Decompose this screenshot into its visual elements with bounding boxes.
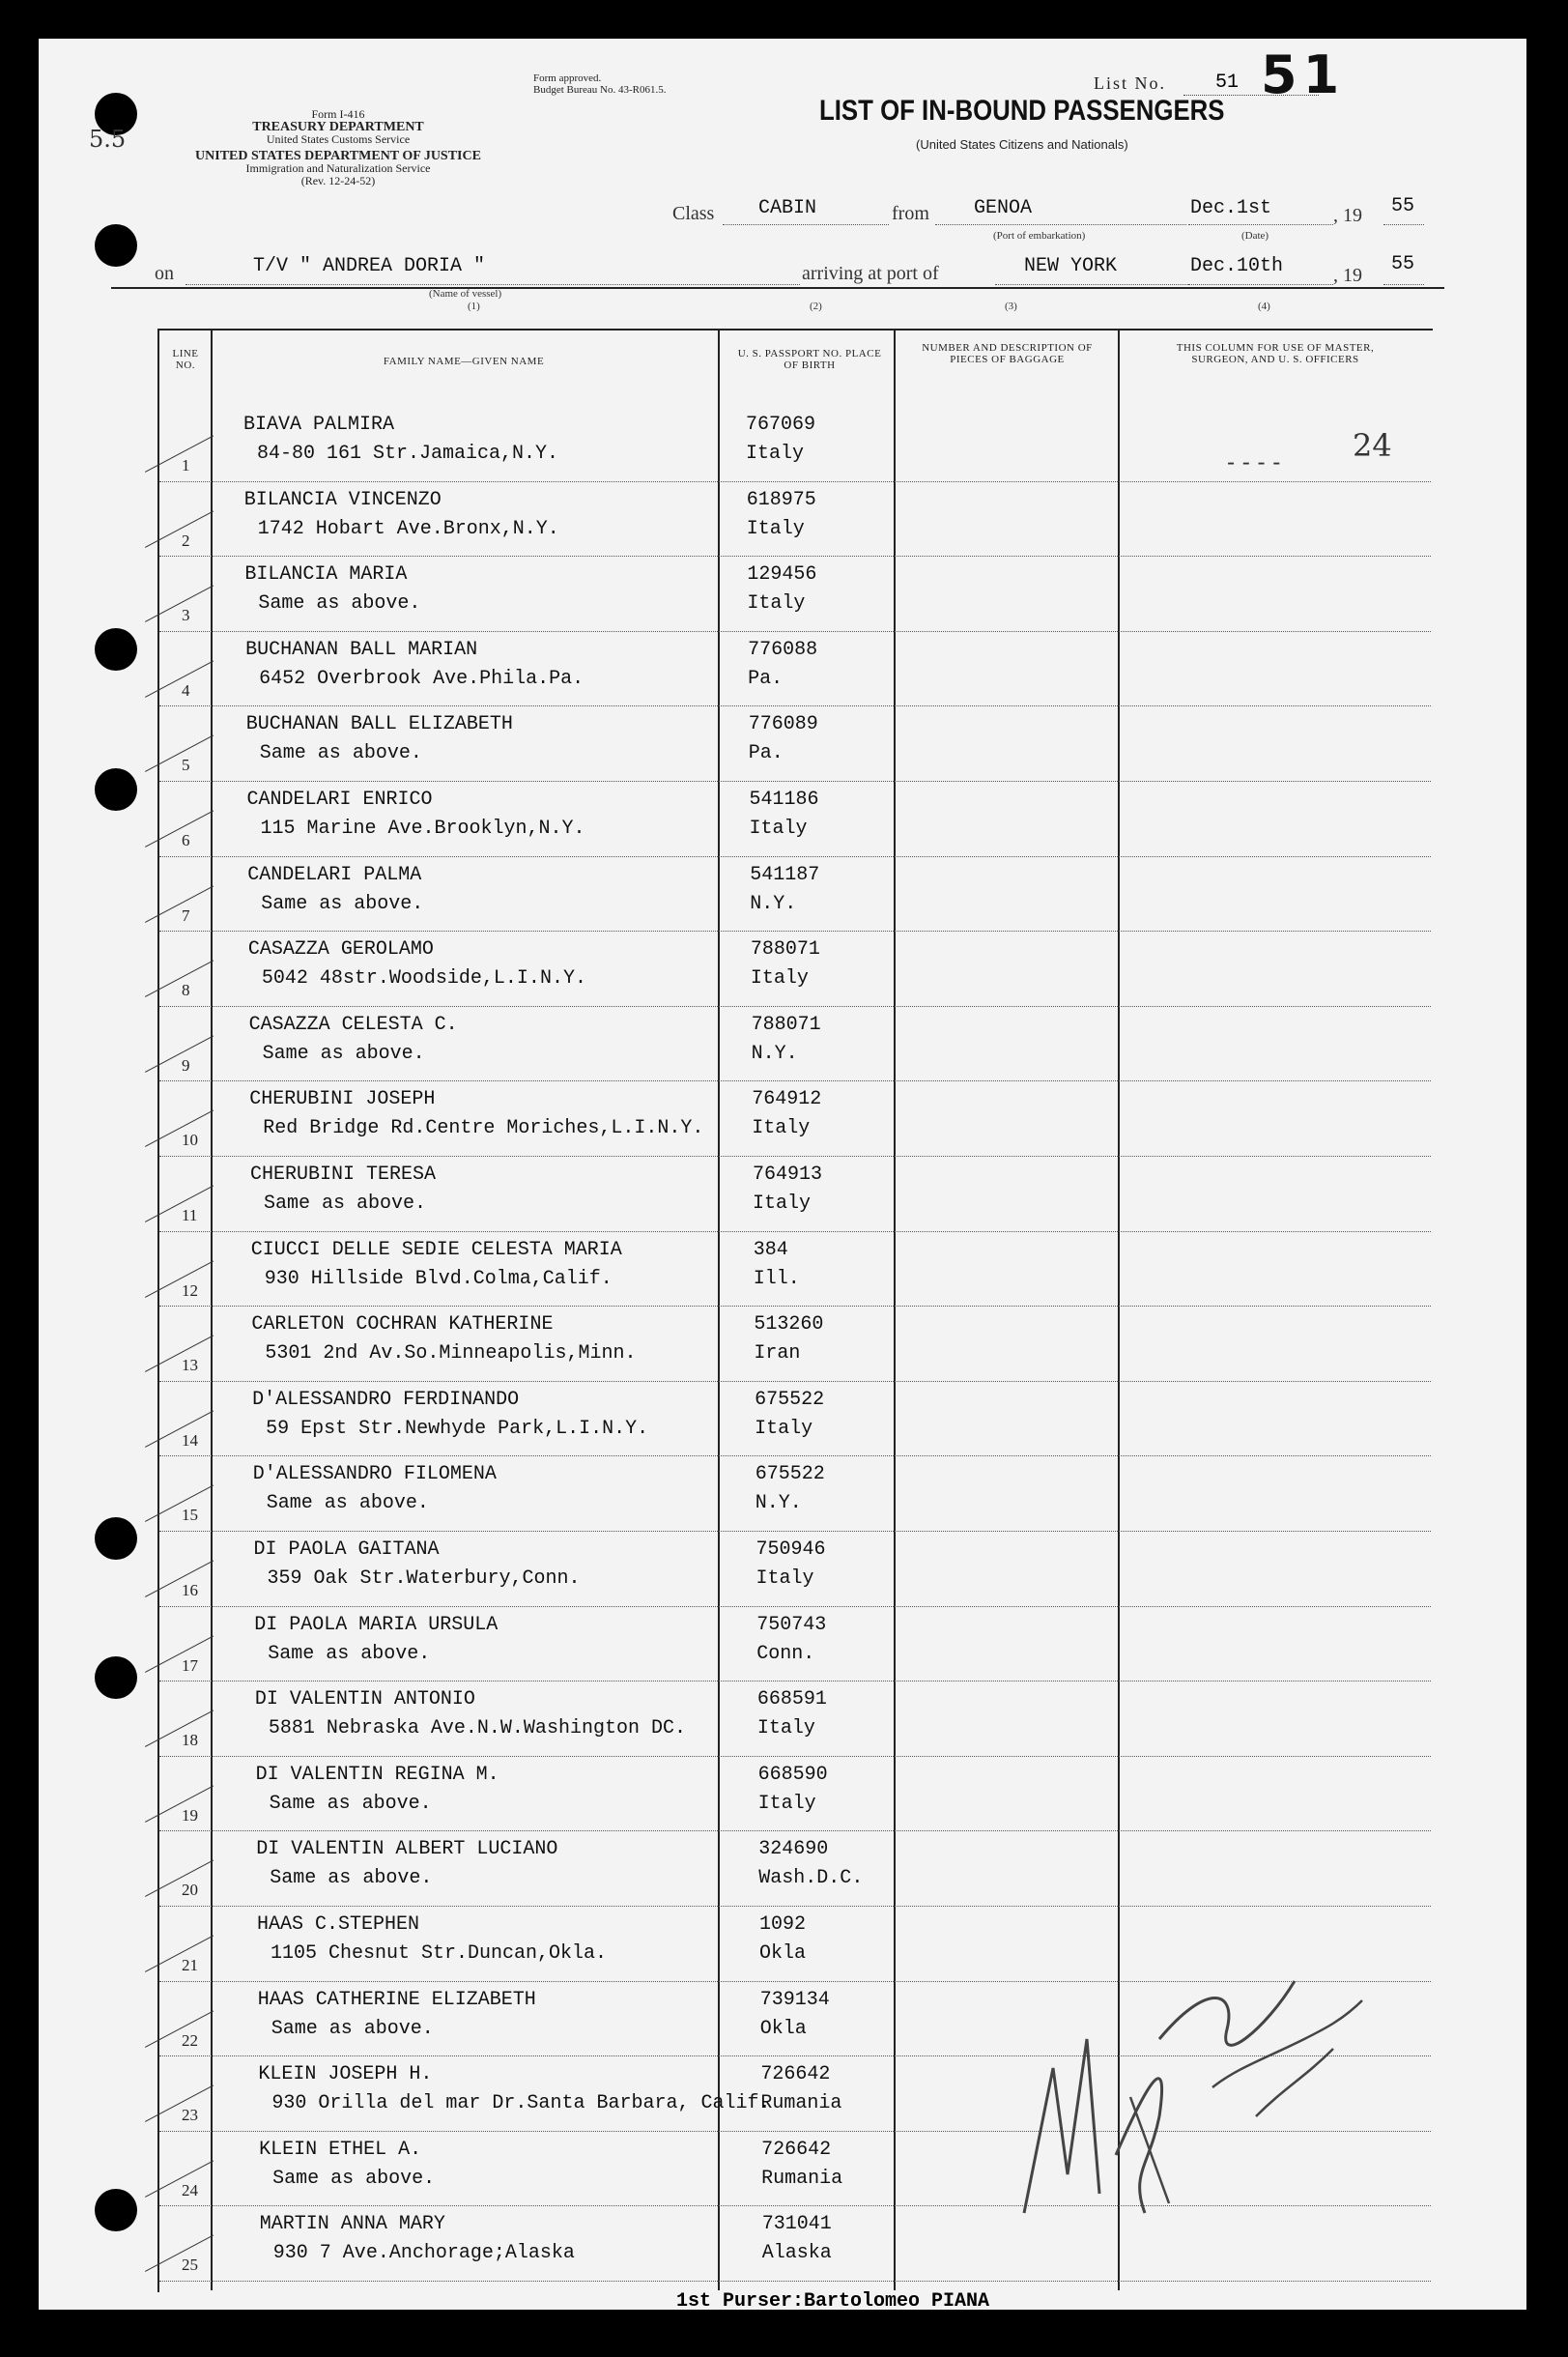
passport-number: 129456 [747, 563, 817, 587]
departure-year: 55 [1391, 195, 1415, 217]
col-header-name: FAMILY NAME—GIVEN NAME [383, 356, 545, 367]
passenger-name: CARLETON COCHRAN KATHERINE [251, 1313, 554, 1337]
place-of-birth: Italy [746, 443, 805, 465]
place-of-birth: Italy [746, 517, 805, 540]
col-header-passport: U. S. PASSPORT NO. PLACE OF BIRTH [737, 348, 882, 371]
page-title: LIST OF IN-BOUND PASSENGERS [819, 95, 1225, 127]
line-number: 13 [182, 1356, 198, 1375]
passport-number: 776088 [748, 638, 818, 661]
arrival-date: Dec.10th [1190, 255, 1284, 277]
form-justice: UNITED STATES DEPARTMENT OF JUSTICE [195, 149, 481, 163]
passport-number: 668591 [756, 1688, 827, 1711]
passenger-address: 5042 48str.Woodside,L.I.N.Y. [261, 967, 586, 991]
year1-prefix: , 19 [1333, 205, 1362, 226]
line-number: 8 [182, 981, 190, 1000]
place-of-birth: Okla [759, 2017, 807, 2040]
passport-number: 324690 [758, 1838, 829, 1861]
place-of-birth: N.Y. [755, 1492, 802, 1515]
place-of-birth: Italy [752, 1117, 811, 1140]
passenger-address: 6452 Overbrook Ave.Phila.Pa. [259, 667, 584, 690]
punch-hole [95, 224, 137, 267]
passport-number: 1092 [759, 1913, 807, 1936]
passenger-address: Same as above. [272, 2167, 436, 2190]
punch-hole [95, 1517, 137, 1560]
arrival-port-line [995, 284, 1188, 285]
passport-number: 764912 [752, 1088, 822, 1111]
line-number: 19 [182, 1805, 198, 1825]
passport-number: 739134 [759, 1988, 830, 2011]
line-number: 15 [182, 1506, 198, 1525]
place-of-birth: Rumania [761, 2167, 843, 2190]
passenger-address: Same as above. [270, 1867, 433, 1890]
col-header-baggage: NUMBER AND DESCRIPTION OF PIECES OF BAGGAGE [922, 342, 1093, 365]
line-number: 24 [182, 2180, 198, 2199]
line-number: 22 [182, 2030, 198, 2050]
line-number: 2 [182, 531, 190, 550]
from-label: from [892, 203, 929, 224]
col-num-2: (2) [810, 301, 822, 312]
passenger-name: CANDELARI PALMA [247, 863, 422, 886]
purser-signature-line: 1st Purser:Bartolomeo PIANA [676, 2290, 990, 2313]
passenger-address: Same as above. [268, 1642, 431, 1665]
place-of-birth: Ill. [753, 1267, 800, 1290]
line-number: 17 [182, 1655, 198, 1675]
port-embark-note: (Port of embarkation) [993, 230, 1086, 242]
place-of-birth: Wash.D.C. [758, 1867, 864, 1890]
passenger-name: DI VALENTIN ANTONIO [254, 1688, 475, 1711]
punch-hole [95, 768, 137, 811]
passenger-address: 930 Orilla del mar Dr.Santa Barbara, Calif. [271, 2092, 771, 2115]
officer-dash-mark: - - - - [1227, 448, 1281, 475]
passport-number: 750743 [756, 1613, 827, 1636]
passport-number: 764913 [753, 1164, 823, 1186]
line-number: 10 [182, 1131, 198, 1150]
passenger-name: BUCHANAN BALL ELIZABETH [245, 713, 513, 736]
col-header-officers: THIS COLUMN FOR USE OF MASTER, SURGEON, AND U. S. OFFICERS [1176, 342, 1375, 365]
passenger-address: 930 Hillside Blvd.Colma,Calif. [264, 1267, 613, 1290]
passport-number: 675522 [755, 1463, 825, 1486]
place-of-birth: Conn. [756, 1642, 815, 1665]
line-number: 7 [182, 905, 190, 925]
place-of-birth: N.Y. [751, 1042, 798, 1065]
passenger-address: 84-80 161 Str.Jamaica,N.Y. [257, 443, 559, 465]
place-of-birth: Rumania [760, 2092, 842, 2115]
place-of-birth: Italy [755, 1567, 814, 1590]
page-subtitle: (United States Citizens and Nationals) [916, 137, 1128, 152]
departure-date: Dec.1st [1190, 197, 1272, 219]
passport-number: 776089 [748, 713, 818, 736]
passenger-name: D'ALESSANDRO FERDINANDO [252, 1388, 520, 1411]
place-of-birth: Pa. [748, 667, 784, 690]
passenger-address: Same as above. [271, 2017, 434, 2040]
line-number: 16 [182, 1581, 198, 1599]
passport-number: 726642 [760, 2063, 831, 2086]
passenger-address: Same as above. [266, 1492, 429, 1515]
year2-prefix: , 19 [1333, 265, 1362, 286]
list-no-stamp: 51 [1261, 44, 1346, 105]
passenger-address: 1105 Chesnut Str.Duncan,Okla. [271, 1942, 608, 1965]
class-line [723, 224, 889, 225]
place-of-birth: Italy [755, 1417, 813, 1440]
date1-line [1188, 224, 1333, 225]
passenger-address: 59 Epst Str.Newhyde Park,L.I.N.Y. [266, 1417, 649, 1440]
line-number: 20 [182, 1881, 198, 1900]
officer-signature [1014, 1923, 1382, 2223]
passport-number: 767069 [746, 414, 816, 436]
passenger-name: MARTIN ANNA MARY [259, 2213, 445, 2236]
arrival-port: NEW YORK [1024, 255, 1118, 277]
form-header [155, 108, 522, 187]
passenger-address: Same as above. [259, 742, 422, 765]
passenger-name: DI VALENTIN ALBERT LUCIANO [256, 1838, 558, 1861]
passenger-name: CHERUBINI TERESA [250, 1164, 437, 1186]
place-of-birth: Italy [747, 592, 806, 616]
col-num-3: (3) [1005, 301, 1017, 312]
passenger-name: HAAS CATHERINE ELIZABETH [257, 1988, 536, 2011]
line-number: 6 [182, 831, 190, 849]
passport-number: 668590 [757, 1763, 828, 1786]
budget-bureau: Budget Bureau No. 43-R061.5. [533, 84, 667, 96]
passport-number: 513260 [754, 1313, 824, 1337]
line-number: 9 [182, 1055, 190, 1075]
passenger-name: DI VALENTIN REGINA M. [255, 1763, 499, 1786]
passenger-name: CIUCCI DELLE SEDIE CELESTA MARIA [250, 1238, 622, 1261]
line-number: 18 [182, 1731, 198, 1750]
year1-line [1383, 224, 1424, 225]
passport-number: 788071 [751, 1013, 821, 1036]
line-number: 4 [182, 680, 190, 700]
passenger-name: BILANCIA VINCENZO [243, 488, 442, 511]
list-no-value: 51 [1215, 72, 1240, 94]
passport-number: 675522 [755, 1388, 825, 1411]
form-approved: Form approved. [533, 72, 602, 84]
place-of-birth: Italy [749, 818, 808, 840]
line-number: 14 [182, 1430, 198, 1450]
place-of-birth: N.Y. [750, 892, 797, 915]
line-number: 11 [182, 1206, 198, 1224]
passenger-address: 5301 2nd Av.So.Minneapolis,Minn. [265, 1342, 637, 1365]
place-of-birth: Italy [757, 1792, 816, 1815]
place-of-birth: Okla [759, 1942, 807, 1965]
place-of-birth: Pa. [748, 742, 784, 765]
class-value: CABIN [758, 197, 817, 219]
passenger-address: Same as above. [261, 892, 424, 915]
corner-pencil-mark: 5.5 [89, 126, 127, 153]
place-of-birth: Italy [753, 1193, 812, 1215]
from-line [935, 224, 1186, 225]
passport-number: 731041 [761, 2213, 832, 2236]
form-immigration: Immigration and Naturalization Service [245, 161, 431, 175]
passport-number: 750946 [755, 1538, 826, 1561]
passenger-address: 1742 Hobart Ave.Bronx,N.Y. [257, 517, 559, 540]
year2-line [1383, 284, 1424, 285]
passenger-name: BIAVA PALMIRA [243, 414, 395, 436]
punch-hole [95, 2189, 137, 2231]
passenger-address: 930 7 Ave.Anchorage;Alaska [272, 2242, 575, 2265]
passenger-address: Same as above. [269, 1792, 432, 1815]
form-number: Form I-416 [311, 107, 365, 121]
passport-number: 384 [753, 1238, 788, 1261]
passenger-name: BUCHANAN BALL MARIAN [245, 638, 478, 661]
form-service: United States Customs Service [266, 132, 411, 146]
line-number: 5 [182, 756, 190, 775]
class-label: Class [672, 203, 715, 224]
passenger-address: 359 Oak Str.Waterbury,Conn. [267, 1567, 581, 1590]
passenger-name: CANDELARI ENRICO [246, 789, 433, 811]
form-department: TREASURY DEPARTMENT [252, 120, 424, 134]
officer-note: 24 [1353, 427, 1392, 464]
col-header-line: LINE NO. [172, 348, 199, 371]
passenger-address: 5881 Nebraska Ave.N.W.Washington DC. [268, 1717, 686, 1740]
place-of-birth: Italy [756, 1717, 815, 1740]
line-number: 12 [182, 1280, 198, 1300]
col-num-4: (4) [1258, 301, 1270, 312]
arriving-label: arriving at port of [802, 263, 939, 284]
passport-number: 541187 [750, 863, 820, 886]
passenger-name: DI PAOLA GAITANA [253, 1538, 440, 1561]
punch-hole [95, 628, 137, 671]
vessel-col-num: (1) [468, 301, 480, 312]
line-number: 21 [182, 1956, 198, 1974]
passport-number: 618975 [746, 488, 816, 511]
passenger-name: HAAS C.STEPHEN [257, 1913, 420, 1936]
line-number: 1 [182, 456, 190, 474]
vessel-name: T/V " ANDREA DORIA " [253, 255, 486, 277]
passenger-address: Same as above. [258, 592, 421, 616]
form-approval [533, 72, 666, 96]
line-number: 23 [182, 2106, 198, 2125]
passenger-name: CASAZZA CELESTA C. [248, 1013, 458, 1036]
vessel-line [185, 284, 800, 285]
passenger-name: KLEIN ETHEL A. [259, 2138, 422, 2161]
header-rule [111, 287, 1444, 289]
passport-number: 788071 [750, 938, 820, 962]
line-number: 3 [182, 606, 190, 625]
passenger-name: CHERUBINI JOSEPH [249, 1088, 436, 1111]
on-label: on [155, 263, 174, 284]
passenger-name: KLEIN JOSEPH H. [258, 2063, 433, 2086]
vessel-note: (Name of vessel) [429, 288, 502, 300]
place-of-birth: Italy [750, 967, 809, 991]
form-revision: (Rev. 12-24-52) [300, 174, 376, 187]
passenger-name: BILANCIA MARIA [244, 563, 408, 587]
passenger-name: DI PAOLA MARIA URSULA [254, 1613, 499, 1636]
list-no-label: List No. [1094, 73, 1167, 93]
passenger-name: CASAZZA GEROLAMO [247, 938, 434, 962]
passenger-address: 115 Marine Ave.Brooklyn,N.Y. [260, 818, 585, 840]
place-of-birth: Iran [754, 1342, 801, 1365]
line-number: 25 [182, 2256, 198, 2275]
passenger-name: D'ALESSANDRO FILOMENA [252, 1463, 497, 1486]
passport-number: 541186 [749, 789, 819, 811]
from-value: GENOA [974, 197, 1033, 219]
date2-line [1188, 284, 1333, 285]
passenger-address: Same as above. [262, 1042, 425, 1065]
passenger-address: Same as above. [264, 1193, 427, 1215]
arrival-year: 55 [1391, 253, 1415, 275]
punch-hole [95, 1656, 137, 1699]
place-of-birth: Alaska [761, 2242, 832, 2265]
passport-number: 726642 [761, 2138, 832, 2161]
date-note: (Date) [1241, 230, 1269, 242]
passenger-address: Red Bridge Rd.Centre Moriches,L.I.N.Y. [263, 1117, 704, 1140]
